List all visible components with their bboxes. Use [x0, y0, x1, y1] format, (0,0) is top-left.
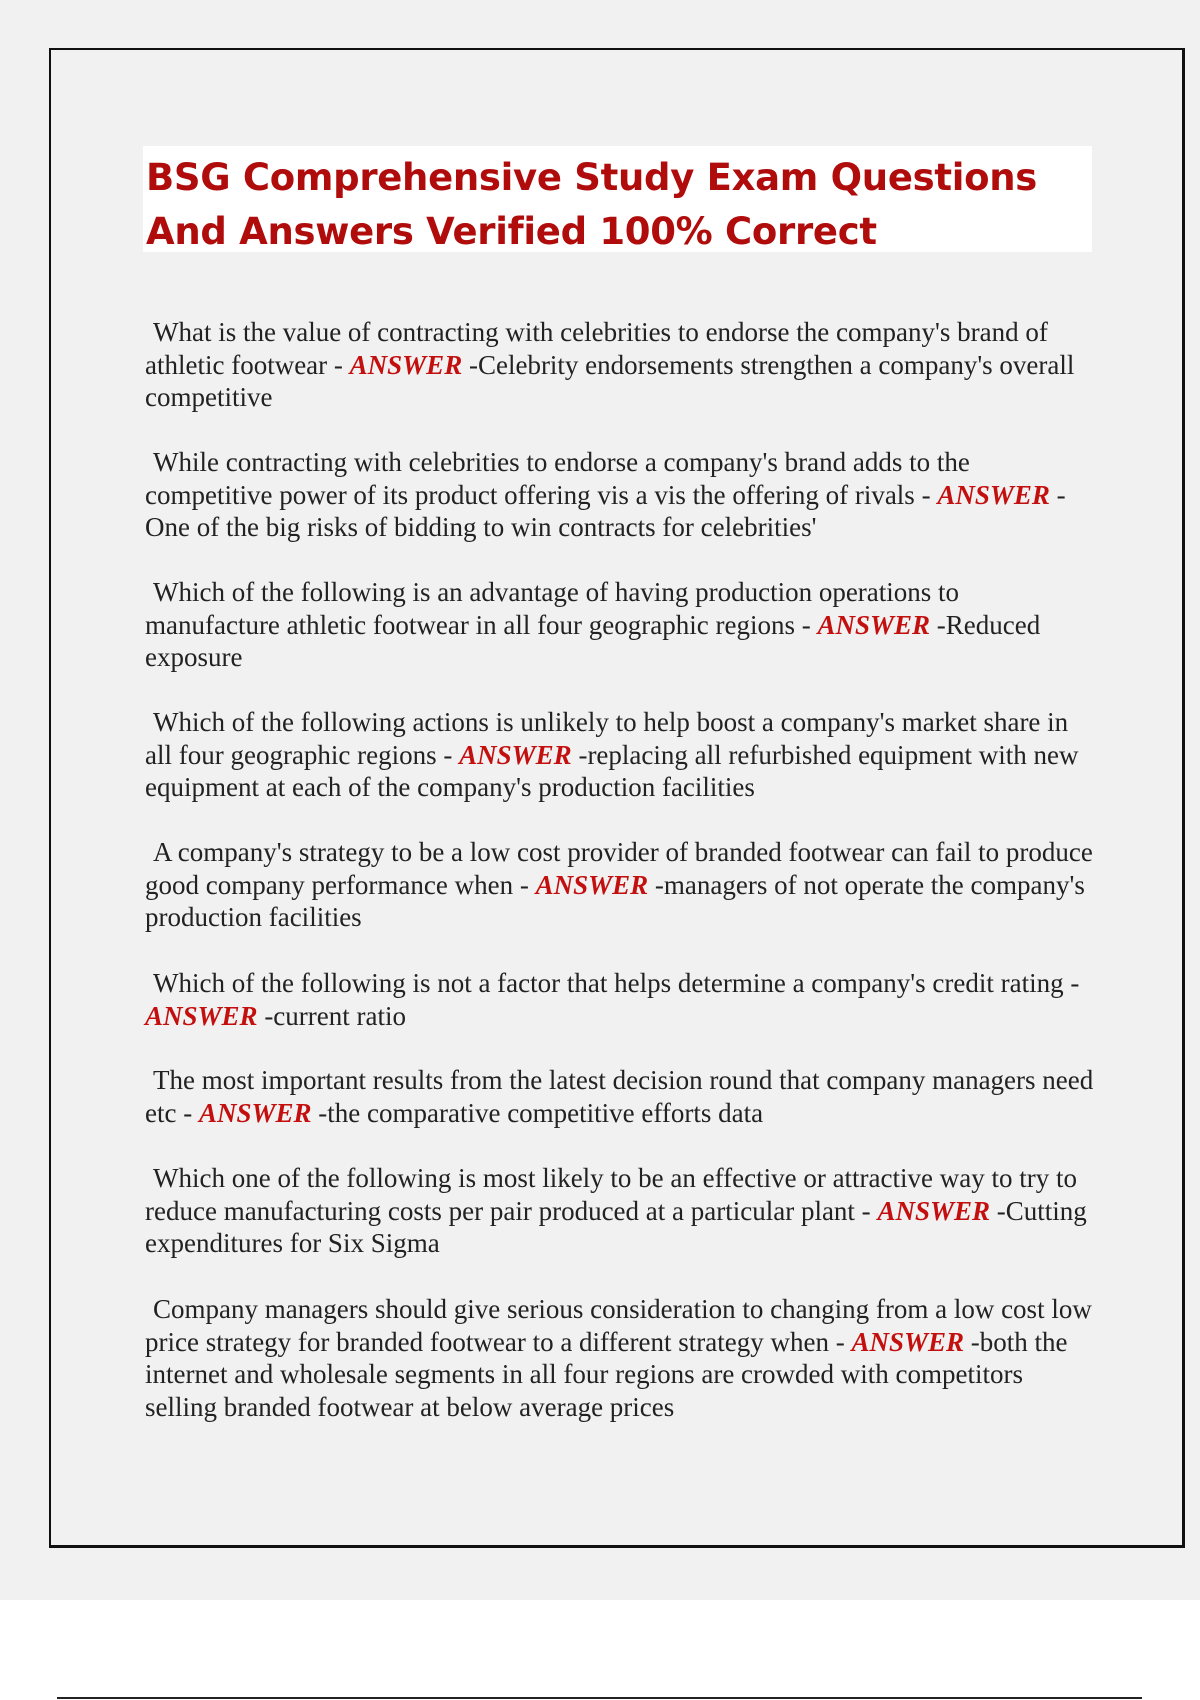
answer-text: -One of the big risks of bidding to win contracts for celebrities' — [145, 479, 1066, 542]
question-text: Which one of the following is most likely to be an effective or attractive way to try to reduce manufacturing costs per pair produced at a particular plant - — [145, 1163, 1077, 1226]
question-text: What is the value of contracting with celebrities to endorse the company's brand of athletic footwear - — [145, 317, 1048, 380]
qa-item — [145, 576, 1095, 674]
qa-item — [145, 446, 1095, 544]
answer-label: ANSWER — [349, 349, 463, 380]
footer-divider — [57, 1697, 1142, 1699]
answer-label: ANSWER — [851, 1326, 965, 1357]
answer-text: -managers of not operate the company's production facilities — [145, 869, 1085, 932]
question-text: The most important results from the latest decision round that company managers need etc - — [145, 1065, 1094, 1128]
question-text: Which of the following is an advantage of having production operations to manufacture athletic footwear in all four geographic regions - — [145, 577, 960, 640]
qa-item — [145, 1162, 1095, 1260]
answer-text: -Cutting expenditures for Six Sigma — [145, 1195, 1087, 1258]
answer-label: ANSWER — [145, 1000, 258, 1031]
answer-label: ANSWER — [535, 869, 649, 900]
answer-text: -Celebrity endorsements strengthen a company's overall competitive — [145, 349, 1075, 412]
answer-text: -Reduced exposure — [145, 609, 1041, 672]
answer-text: -replacing all refurbished equipment with new equipment at each of the company's production facilities — [145, 739, 1079, 802]
question-text: Company managers should give serious consideration to changing from a low cost low price strategy for branded footwear to a different strategy when - — [145, 1294, 1092, 1357]
answer-label: ANSWER — [937, 479, 1050, 510]
document-title: BSG Comprehensive Study Exam Questions And Answers Verified 100% Correct — [146, 156, 1037, 253]
qa-item — [145, 316, 1095, 414]
answer-text: -both the internet and wholesale segments in all four regions are crowded with competitors selling branded footwear at below average prices — [145, 1326, 1068, 1422]
answer-text: -current ratio — [257, 1000, 406, 1031]
question-text: While contracting with celebrities to endorse a company's brand adds to the competitive power of its product offering vis a vis the offering of rivals - — [145, 447, 970, 510]
question-text: Which of the following actions is unlikely to help boost a company's market share in all four geographic regions - — [145, 707, 1069, 770]
question-text: A company's strategy to be a low cost provider of branded footwear can fail to produce good company performance when - — [145, 837, 1093, 900]
qa-item — [145, 1293, 1095, 1423]
qa-item — [145, 706, 1095, 804]
answer-text: -the comparative competitive efforts data — [311, 1097, 764, 1128]
qa-item — [145, 836, 1095, 934]
answer-label: ANSWER — [459, 739, 572, 770]
qa-item — [145, 967, 1095, 1032]
answer-label: ANSWER — [817, 609, 931, 640]
answer-label: ANSWER — [198, 1097, 312, 1128]
qa-item — [145, 1064, 1095, 1129]
question-text: Which of the following is not a factor that helps determine a company's credit rating - — [153, 968, 1080, 998]
answer-label: ANSWER — [877, 1195, 990, 1226]
title-box — [143, 146, 1092, 252]
